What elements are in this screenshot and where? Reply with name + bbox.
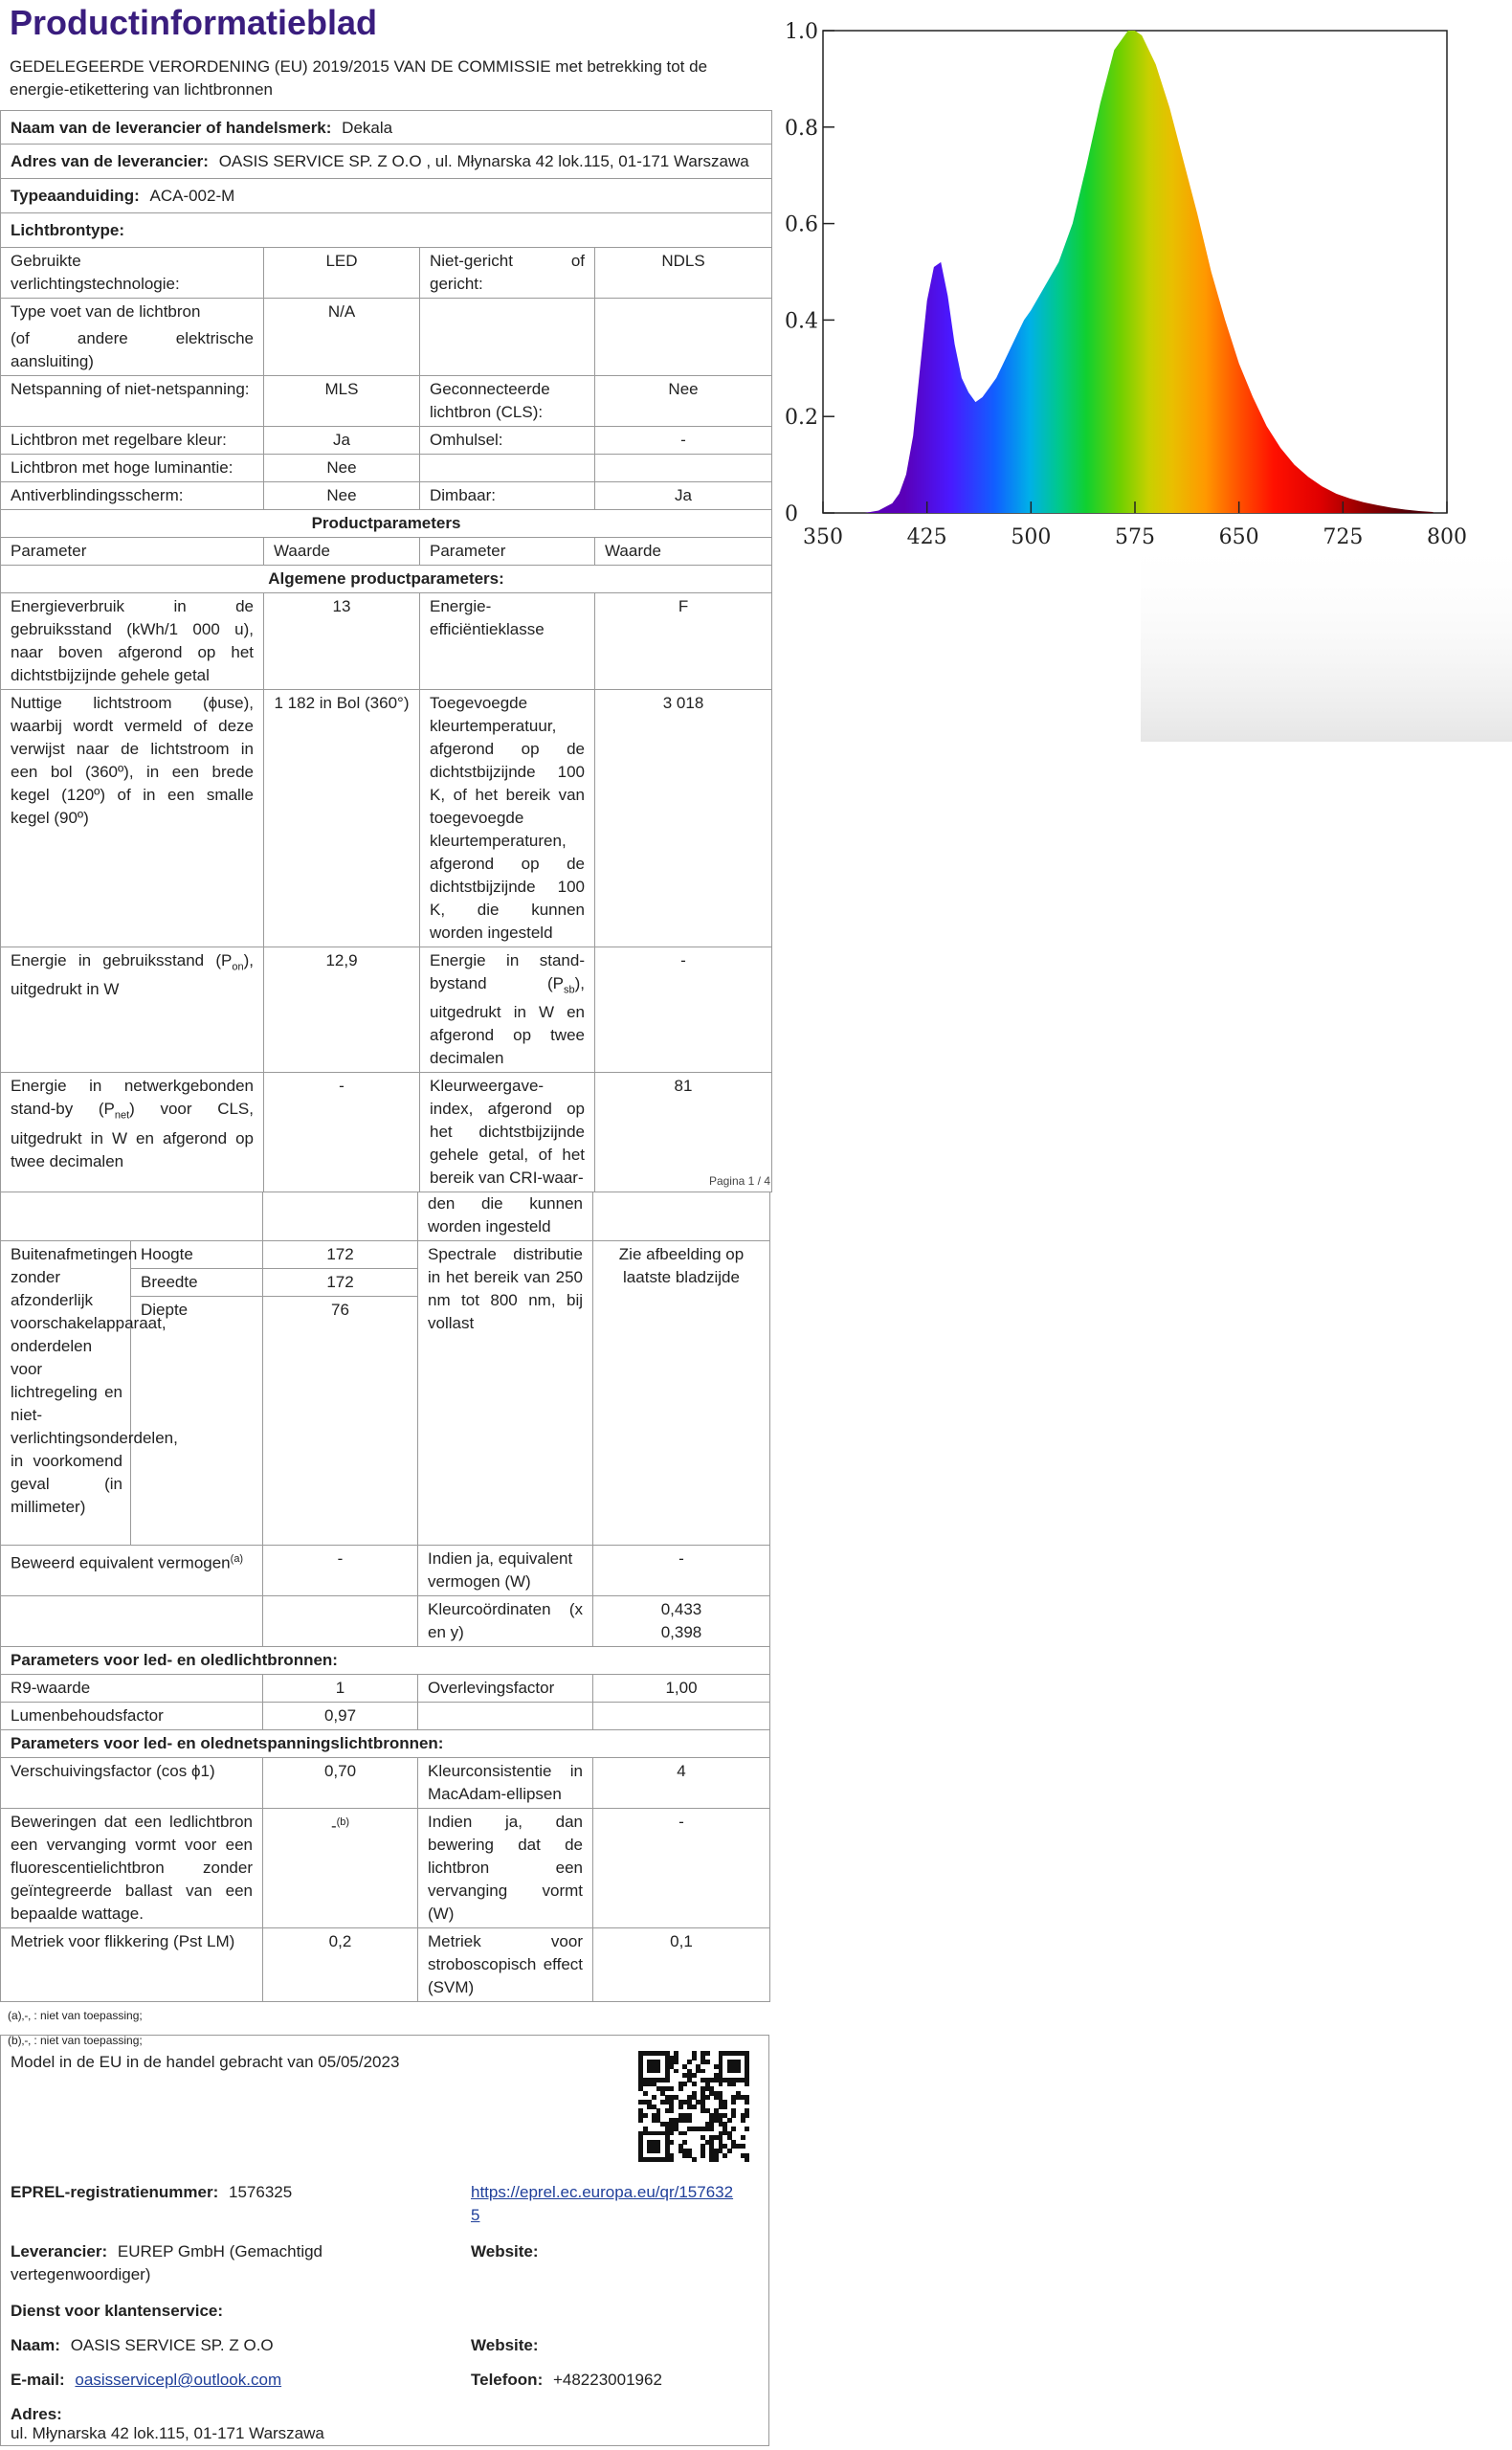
type-label-line: (of andere elektrische aansluiting): [11, 329, 254, 370]
type-row: [1, 376, 772, 427]
empty-cell: [418, 1703, 593, 1730]
type-value: Nee: [264, 482, 420, 510]
svm-label: Metriek voor stroboscopisch effect (SVM): [418, 1928, 593, 2002]
footnote-a: (a)‚-‚ : niet van toepassing;: [8, 2009, 143, 2022]
survival-value: 1,00: [593, 1675, 770, 1703]
qr-module: [736, 2069, 741, 2074]
lumen-label: Lumenbehoudsfactor: [1, 1703, 263, 1730]
general-value: 81: [595, 1073, 772, 1192]
general-value: -: [264, 1073, 420, 1192]
type-value: N/A: [264, 299, 420, 376]
product-params-header: Productparameters: [1, 510, 772, 538]
label-sup: (a): [230, 1553, 244, 1565]
macadam-value: 4: [593, 1758, 770, 1809]
supplier-row: [11, 2240, 460, 2286]
qr-module: [669, 2108, 674, 2113]
service-name-row: [11, 2334, 274, 2357]
qr-module: [741, 2144, 745, 2149]
equiv-power-value: -: [593, 1546, 770, 1596]
light-source-type-row: [1, 213, 772, 248]
mains-params-header: Parameters voor led- en olednetspanningslichtbronnen:: [1, 1730, 770, 1758]
x-tick-label: 725: [1323, 525, 1364, 549]
x-tick-label: 575: [1115, 525, 1155, 549]
chroma-y: 0,398: [660, 1623, 702, 1641]
led-row: [1, 1675, 770, 1703]
label-part: Energie in netwerkgebonden stand-by (P: [11, 1077, 254, 1119]
qr-module: [669, 2157, 674, 2162]
type-label: Niet-gericht of gericht:: [420, 248, 595, 299]
col-header-parameter: Parameter: [420, 538, 595, 566]
type-value: Ja: [595, 482, 772, 510]
equiv-power-label: Indien ja, equivalent vermogen (W): [418, 1546, 593, 1596]
qr-module: [700, 2069, 705, 2074]
qr-module: [643, 2091, 648, 2096]
dimension-name: Breedte: [131, 1269, 263, 1297]
qr-module: [665, 2078, 670, 2082]
general-row: [1, 690, 772, 947]
type-label: Lichtbron met hoge luminantie:: [1, 455, 264, 482]
mains-row: [1, 1928, 770, 2002]
type-label: [420, 455, 595, 482]
general-value: 13: [264, 593, 420, 690]
qr-module: [692, 2056, 697, 2060]
replace-claim-value: [263, 1809, 418, 1928]
qr-module: [692, 2105, 697, 2109]
model-id-row: [1, 179, 772, 213]
qr-module: [741, 2118, 745, 2123]
general-label: Energie-efficiëntieklasse: [420, 593, 595, 690]
supplier-value: EUREP GmbH (Gemachtigd vertegenwoordiger): [11, 2242, 323, 2283]
value-sup: (b): [336, 1816, 350, 1828]
qr-module: [656, 2149, 661, 2153]
phone-value: +48223001962: [552, 2371, 662, 2389]
dimension-value: 76: [263, 1297, 418, 1546]
type-label: [420, 299, 595, 376]
col-header-value: Waarde: [595, 538, 772, 566]
r9-value: 1: [263, 1675, 418, 1703]
general-label: [1, 1073, 264, 1192]
spectral-label: Spectrale distributie in het bereik van 250 nm tot 800 nm, bij vollast: [418, 1241, 593, 1546]
type-value: Nee: [595, 376, 772, 427]
qr-module: [745, 2082, 749, 2086]
macadam-label: Kleurconsistentie in MacAdam-ellipsen: [418, 1758, 593, 1809]
label-part: ), uitgedrukt in W: [11, 951, 254, 999]
customer-service-header: Dienst voor klantenservice:: [11, 2302, 224, 2320]
type-value: [595, 299, 772, 376]
qr-module: [731, 2100, 736, 2105]
dimension-value: 172: [263, 1241, 418, 1269]
supplier-name-label: Naam van de leverancier of handelsmerk:: [11, 119, 332, 137]
email-row: [11, 2369, 281, 2392]
type-value: NDLS: [595, 248, 772, 299]
email-link[interactable]: oasisservicepl@outlook.com: [75, 2371, 282, 2389]
qr-module: [745, 2157, 749, 2162]
params-table-continued: [0, 1192, 770, 2002]
eprel-label: EPREL-registratienummer:: [11, 2183, 219, 2201]
qr-module: [682, 2082, 687, 2086]
empty-cell: [593, 1703, 770, 1730]
flicker-label: Metriek voor flikkering (Pst LM): [1, 1928, 263, 2002]
qr-module: [643, 2113, 648, 2118]
qr-module: [745, 2113, 749, 2118]
regulation-subtitle: GEDELEGEERDE VERORDENING (EU) 2019/2015 VAN DE COMMISSIE met betrekking tot de energie-etikettering van lichtbronnen: [10, 57, 708, 99]
qr-module: [731, 2127, 736, 2131]
info-table: [0, 110, 772, 1192]
qr-module: [705, 2051, 710, 2056]
cos-value: 0,70: [263, 1758, 418, 1809]
claimed-equiv-label: [1, 1546, 263, 1596]
qr-module: [692, 2073, 697, 2078]
column-header-row: [1, 538, 772, 566]
type-label: Antiverblindingsscherm:: [1, 482, 264, 510]
label-part: Energie in stand-bystand (P: [430, 951, 585, 992]
type-label: [1, 299, 264, 376]
qr-module: [727, 2149, 732, 2153]
general-label: Nuttige lichtstroom (ϕuse), waarbij wordt vermeld of deze verwijst naar de lichtstroom in een bol (360º), in een brede kegel (120º) of in een smalle kegel (90º): [1, 690, 264, 947]
qr-module: [678, 2105, 683, 2109]
qr-module: [709, 2127, 714, 2131]
label-sub: on: [232, 961, 244, 973]
y-tick-label: 0.4: [785, 309, 818, 334]
empty-cell: [593, 1192, 770, 1241]
service-name-value: OASIS SERVICE SP. Z O.O: [70, 2336, 274, 2354]
r9-label: R9-waarde: [1, 1675, 263, 1703]
col-header-value: Waarde: [264, 538, 420, 566]
dimension-name: Hoogte: [131, 1241, 263, 1269]
chroma-row: [1, 1596, 770, 1647]
claimed-equiv-value: -: [263, 1546, 418, 1596]
y-tick-label: 0.6: [785, 212, 818, 237]
supplier-label: Leverancier:: [11, 2242, 108, 2261]
phone-row: [471, 2369, 662, 2392]
type-row: [1, 299, 772, 376]
general-value: 12,9: [264, 947, 420, 1073]
type-value: Nee: [264, 455, 420, 482]
type-label: Netspanning of niet-netspanning:: [1, 376, 264, 427]
general-label: [1, 947, 264, 1073]
chart-bottom-fade: [1141, 536, 1512, 742]
replace-claim-label: Beweringen dat een ledlichtbron een vervanging vormt voor een fluorescentielichtbron zonder geïntegreerde ballast van een bepaalde wattage.: [1, 1809, 263, 1928]
x-tick-label: 650: [1218, 525, 1259, 549]
svm-value: 0,1: [593, 1928, 770, 2002]
type-label: Geconnecteerde lichtbron (CLS):: [420, 376, 595, 427]
lumen-value: 0,97: [263, 1703, 418, 1730]
empty-cell: [263, 1596, 418, 1647]
supplier-address-value: OASIS SERVICE SP. Z O.O , ul. Młynarska 42 lok.115, 01-171 Warszawa: [218, 152, 749, 170]
spectral-value: Zie afbeelding op laatste bladzijde: [593, 1241, 770, 1546]
address-label: Adres:: [11, 2405, 62, 2423]
general-row: [1, 1073, 772, 1192]
eprel-row: [11, 2181, 292, 2204]
type-row: [1, 248, 772, 299]
qr-module: [692, 2082, 697, 2086]
general-row: [1, 947, 772, 1073]
page-2: [0, 1192, 773, 2048]
email-label: E-mail:: [11, 2371, 65, 2389]
type-label: Omhulsel:: [420, 427, 595, 455]
general-params-header: Algemene productparameters:: [1, 566, 772, 593]
type-row: [1, 427, 772, 455]
cri-continued-text: den die kunnen worden ingesteld: [418, 1192, 593, 1241]
y-tick-label: 0.8: [785, 116, 818, 141]
general-value: F: [595, 593, 772, 690]
replace-power-value: -: [593, 1809, 770, 1928]
general-value: 3 018: [595, 690, 772, 947]
chroma-x: 0,433: [660, 1600, 702, 1618]
dimension-name: Diepte: [131, 1297, 263, 1546]
type-label-line: Type voet van de lichtbron: [11, 302, 201, 321]
general-value: -: [595, 947, 772, 1073]
placed-on-market: Model in de EU in de handel gebracht van 05/05/2023: [11, 2053, 400, 2071]
label-part: Energie in gebruiksstand (P: [11, 951, 233, 969]
label-sub: sb: [563, 984, 575, 996]
type-label: Lichtbron met regelbare kleur:: [1, 427, 264, 455]
type-value: Ja: [264, 427, 420, 455]
page-number: Pagina 1 / 4: [708, 1174, 770, 1188]
phone-label: Telefoon:: [471, 2371, 544, 2389]
dimension-value: 172: [263, 1269, 418, 1297]
dimension-row: [1, 1241, 770, 1269]
type-value: LED: [264, 248, 420, 299]
qr-module: [692, 2157, 697, 2162]
label-part: ) voor CLS, uitgedrukt in W en afgerond op twee decimalen: [11, 1100, 254, 1170]
led-params-header: Parameters voor led- en oledlichtbronnen:: [1, 1647, 770, 1675]
qr-module: [669, 2086, 674, 2091]
chroma-values: [593, 1596, 770, 1647]
qr-module: [682, 2131, 687, 2136]
replace-power-label: Indien ja, dan bewering dat de lichtbron een vervanging vormt (W): [418, 1809, 593, 1928]
qr-module: [656, 2069, 661, 2074]
claimed-row: [1, 1546, 770, 1596]
continued-row: [1, 1192, 770, 1241]
empty-cell: [263, 1192, 418, 1241]
supplier-address-label: Adres van de leverancier:: [11, 152, 209, 170]
general-label: Energieverbruik in de gebruiksstand (kWh/1 000 u), naar boven afgerond op het dichtstbijzijnde gehele getal: [1, 593, 264, 690]
supplier-name-value: Dekala: [342, 119, 393, 137]
chroma-label: Kleurcoördinaten (x en y): [418, 1596, 593, 1647]
label-sub: net: [114, 1109, 130, 1122]
general-row: [1, 593, 772, 690]
x-tick-label: 800: [1427, 525, 1467, 549]
website-label: Website:: [471, 2242, 539, 2261]
type-label: Dimbaar:: [420, 482, 595, 510]
address-value: ul. Młynarska 42 lok.115, 01-171 Warszawa: [11, 2424, 324, 2442]
qr-module: [674, 2060, 678, 2064]
qr-module: [669, 2131, 674, 2136]
mains-row: [1, 1758, 770, 1809]
empty-cell: [1, 1192, 263, 1241]
type-value: -: [595, 427, 772, 455]
mains-row: [1, 1809, 770, 1928]
type-row: [1, 482, 772, 510]
qr-module: [687, 2060, 692, 2064]
qr-module: [745, 2127, 749, 2131]
y-tick-label: 0.2: [785, 406, 818, 431]
qr-module: [741, 2135, 745, 2140]
general-value: 1 182 in Bol (360°): [264, 690, 420, 947]
spectral-distribution-chart: [777, 0, 1512, 756]
qr-module: [638, 2118, 643, 2123]
led-row: [1, 1703, 770, 1730]
website2-label: Website:: [471, 2336, 539, 2354]
y-tick-label: 1.0: [785, 20, 818, 44]
qr-module: [674, 2069, 678, 2074]
registration-box: [0, 2035, 769, 2446]
qr-module: [714, 2157, 719, 2162]
x-tick-label: 500: [1011, 525, 1052, 549]
qr-module: [687, 2118, 692, 2123]
plot-area: [785, 20, 1467, 549]
x-tick-label: 425: [906, 525, 947, 549]
supplier-name-row: [1, 111, 772, 145]
type-value: MLS: [264, 376, 420, 427]
col-header-parameter: Parameter: [1, 538, 264, 566]
survival-label: Overlevingsfactor: [418, 1675, 593, 1703]
y-tick-label: 0: [785, 502, 798, 526]
general-label: [420, 947, 595, 1073]
type-label: Gebruikte verlichtingstechnologie:: [1, 248, 264, 299]
supplier-address-row: [1, 145, 772, 179]
cos-label: Verschuivingsfactor (cos ϕ1): [1, 1758, 263, 1809]
x-tick-label: 350: [803, 525, 843, 549]
light-source-type-label: Lichtbrontype:: [11, 221, 124, 239]
service-name-label: Naam:: [11, 2336, 60, 2354]
qr-module: [719, 2082, 723, 2086]
qr-module: [705, 2060, 710, 2064]
value-part: -: [330, 1816, 337, 1836]
type-value: [595, 455, 772, 482]
qr-module: [731, 2082, 736, 2086]
qr-module: [723, 2153, 727, 2158]
qr-module: [727, 2118, 732, 2123]
qr-module: [669, 2140, 674, 2145]
qr-module: [678, 2086, 683, 2091]
empty-cell: [1, 1596, 263, 1647]
qr-module: [682, 2140, 687, 2145]
label-part: Beweerd equivalent vermogen: [11, 1553, 231, 1572]
general-label: Toegevoegde kleurtemperatuur, afgerond op de dichtstbijzijnde 100 K, of het bereik van toegevoegde kleurtemperaturen, afgerond op de dichtstbijzijnde 100 K, die kunnen worden ingesteld: [420, 690, 595, 947]
type-row: [1, 455, 772, 482]
qr-module: [652, 2095, 656, 2100]
label-part: ), uitgedrukt in W en afgerond op twee decimalen: [430, 974, 585, 1068]
qr-module: [705, 2095, 710, 2100]
dimensions-label: Buitenafmetingen zonder afzonderlijk voorschakelapparaat, onderdelen voor lichtregeling en niet-verlichtingsonderdelen, in voorkomend geval (in millimeter): [1, 1241, 131, 1546]
qr-module: [700, 2153, 705, 2158]
general-label: Kleurweergave-index, afgerond op het dichtstbijzijnde gehele getal, of het bereik van CRI-waar-: [420, 1073, 595, 1192]
eprel-link[interactable]: https://eprel.ec.europa.eu/qr/1576325: [471, 2183, 734, 2224]
page-title: Productinformatieblad: [10, 3, 378, 42]
qr-module: [745, 2100, 749, 2105]
model-id-value: ACA-002-M: [149, 187, 235, 205]
qr-module: [723, 2105, 727, 2109]
qr-module: [731, 2113, 736, 2118]
qr-code: [638, 2051, 749, 2162]
eprel-value: 1576325: [229, 2183, 293, 2201]
flicker-value: 0,2: [263, 1928, 418, 2002]
model-id-label: Typeaanduiding:: [11, 187, 140, 205]
footnote-b: (b)‚-‚ : niet van toepassing;: [8, 2034, 143, 2047]
